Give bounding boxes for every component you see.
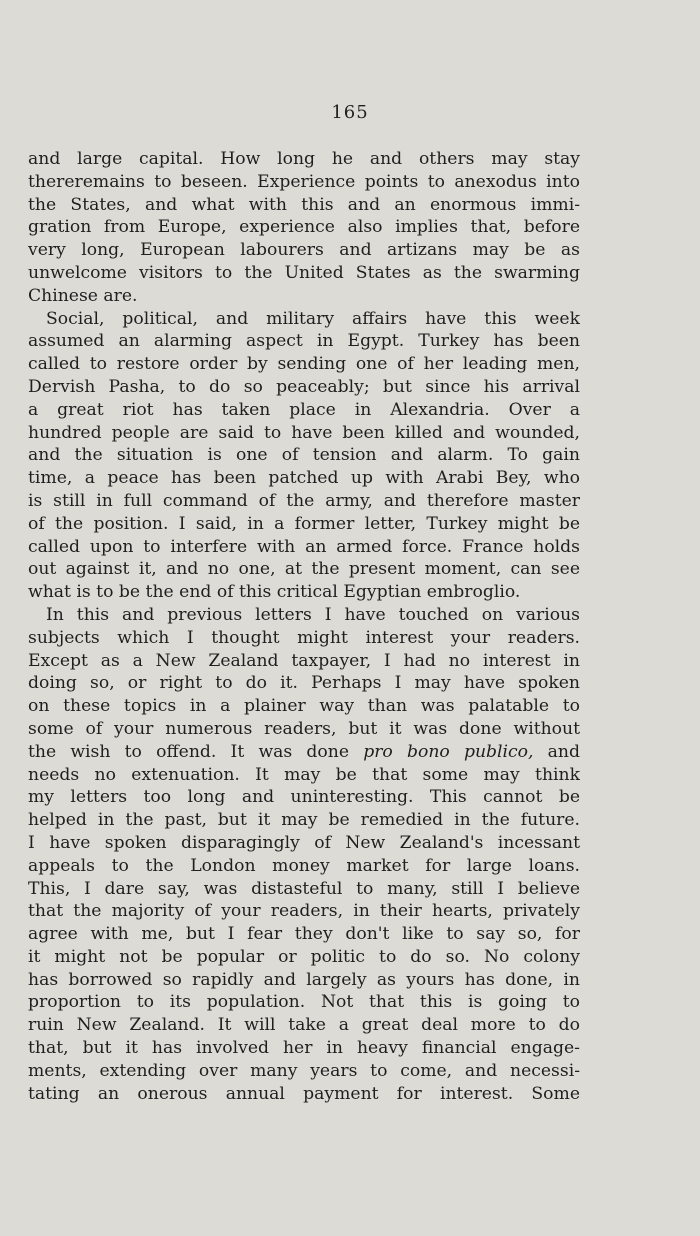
text-line: I have spoken disparagingly of New Zealand's incessant: [28, 832, 580, 853]
text-line: ruin New Zealand. It will take a great deal more to do: [28, 1015, 580, 1036]
text-line: assumed an alarming aspect in Egypt. Turkey has been: [28, 331, 580, 352]
page-number: 165: [331, 102, 369, 123]
text-fragment: and: [533, 741, 580, 762]
text-line: very long, European labourers and artizans may be as: [28, 240, 580, 261]
text-fragment: the wish to offend. It was done: [28, 741, 364, 762]
text-line: agree with me, but I fear they don't like to say so, for: [28, 924, 580, 945]
text-line: of the position. I said, in a former letter, Turkey might be: [28, 513, 580, 534]
text-line: appeals to the London money market for large loans.: [28, 855, 580, 876]
text-line: helped in the past, but it may be remedied in the future.: [28, 810, 580, 831]
paragraph-end-line: what is to be the end of this critical Egyptian embroglio.: [28, 582, 521, 603]
paragraph-start-line: In this and previous letters I have touched on various: [46, 604, 580, 625]
text-line: unwelcome visitors to the United States as the swarming: [28, 262, 580, 283]
text-line: thereremains to beseen. Experience points to anexodus into: [28, 171, 580, 192]
text-line: called upon to interfere with an armed force. France holds: [28, 536, 580, 557]
text-line: is still in full command of the army, and therefore master: [28, 490, 580, 511]
text-line: ments, extending over many years to come, and necessi-: [28, 1060, 580, 1081]
text-line: gration from Europe, experience also implies that, before: [28, 217, 580, 238]
body-text: [28, 148, 580, 1105]
text-line: tating an onerous annual payment for interest. Some: [28, 1083, 580, 1104]
text-line: a great riot has taken place in Alexandria. Over a: [28, 399, 580, 420]
text-line: hundred people are said to have been killed and wounded,: [28, 422, 580, 443]
text-line: has borrowed so rapidly and largely as yours has done, in: [28, 969, 580, 990]
text-line: needs no extenuation. It may be that some may think: [28, 764, 580, 785]
paragraph-start-line: Social, political, and military affairs have this week: [46, 308, 580, 329]
text-line: the States, and what with this and an enormous immi-: [28, 194, 580, 215]
text-line: proportion to its population. Not that this is going to: [28, 992, 580, 1013]
text-line: some of your numerous readers, but it was done without: [28, 718, 580, 739]
text-line: out against it, and no one, at the present moment, can see: [28, 559, 580, 580]
text-line: on these topics in a plainer way than was palatable to: [28, 696, 580, 717]
text-line: Except as a New Zealand taxpayer, I had no interest in: [28, 650, 580, 671]
text-line: doing so, or right to do it. Perhaps I may have spoken: [28, 673, 580, 694]
text-line: my letters too long and uninteresting. This cannot be: [28, 787, 580, 808]
text-line: that the majority of your readers, in their hearts, privately: [28, 901, 580, 922]
text-line: called to restore order by sending one of her leading men,: [28, 354, 580, 375]
text-line-with-italic: [28, 741, 580, 764]
text-line: This, I dare say, was distasteful to many, still I believe: [28, 878, 580, 899]
text-line: subjects which I thought might interest your readers.: [28, 627, 580, 648]
italic-phrase: pro bono publico,: [363, 741, 534, 762]
text-line: and the situation is one of tension and alarm. To gain: [28, 445, 580, 466]
text-line: time, a peace has been patched up with Arabi Bey, who: [28, 468, 580, 489]
text-line: it might not be popular or politic to do so. No colony: [28, 946, 580, 967]
text-line: and large capital. How long he and others may stay: [28, 149, 580, 169]
text-line: Dervish Pasha, to do so peaceably; but since his arrival: [28, 376, 580, 397]
text-line: that, but it has involved her in heavy financial engage-: [28, 1038, 580, 1059]
paragraph-end-line: Chinese are.: [28, 285, 138, 306]
